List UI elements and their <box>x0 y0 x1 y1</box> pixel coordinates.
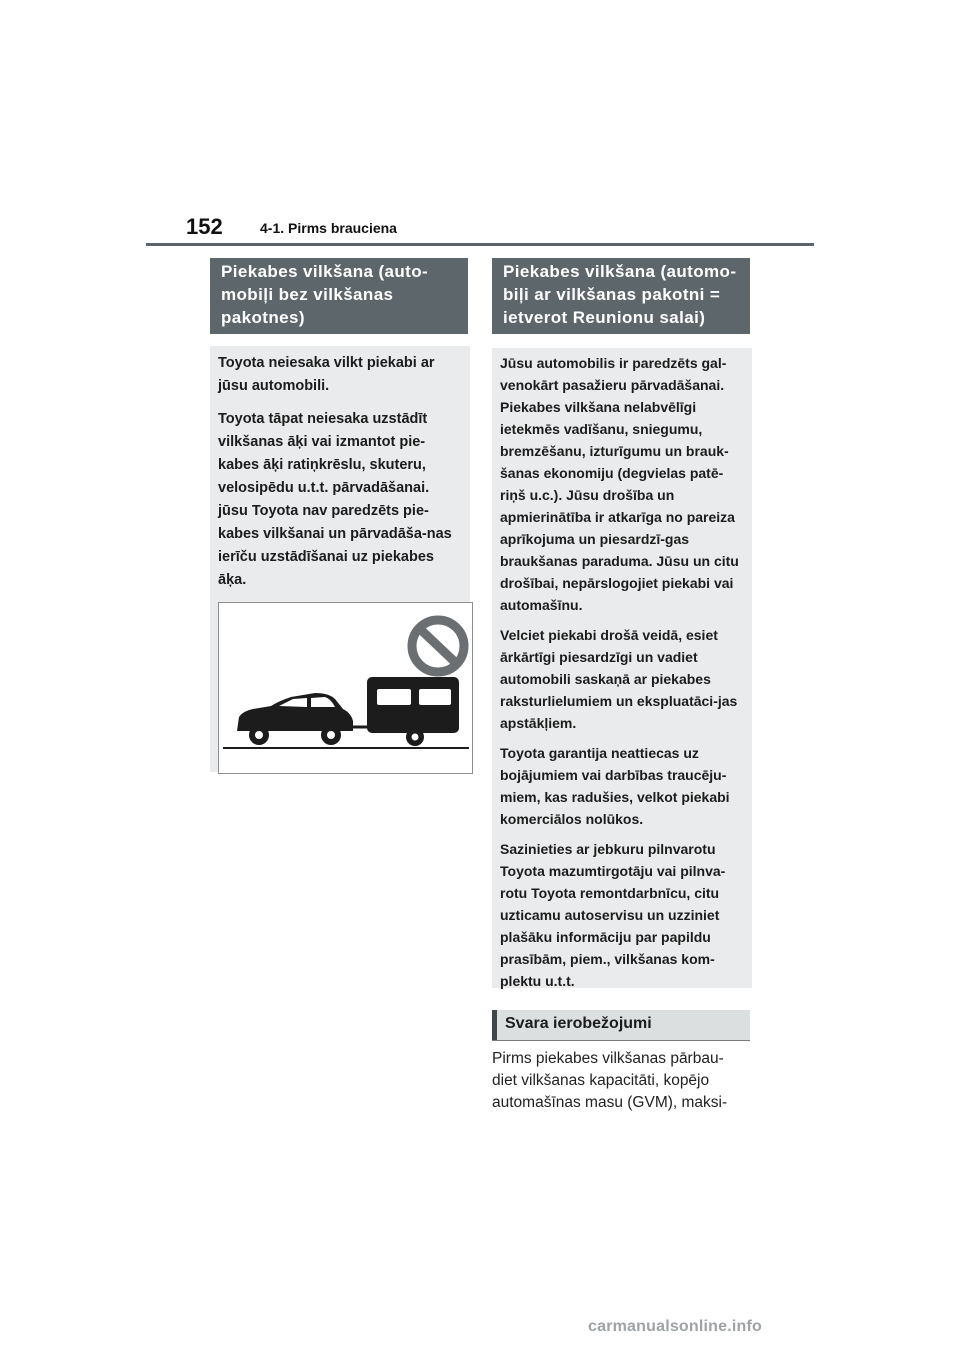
right-paragraph: Sazinieties ar jebkuru pilnvarotu Toyota mazumtirgotāju vai pilnva-rotu Toyota remontdarbnīcu, citu uzticamu autoservisu un uzziniet plašāku informāciju par papildu prasībām, piem., vilkšanas kom-plektu u.t.t. <box>500 841 726 989</box>
weight-limits-subtitle: Svara ierobežojumi <box>492 1010 750 1040</box>
right-title-line: Piekabes vilkšana (automo- <box>503 262 737 281</box>
subtitle-rule <box>492 1040 750 1041</box>
right-title-line: ietverot Reunionu salai) <box>503 308 706 327</box>
page-number: 152 <box>186 214 223 239</box>
right-paragraph: Toyota garantija neattiecas uz bojājumiem vai darbības traucēju-miem, kas radušies, velkot piekabi komerciālos nolūkos. <box>500 745 730 827</box>
no-towing-illustration <box>218 602 473 774</box>
left-paragraph: Toyota neiesaka vilkt piekabi ar jūsu automobili. <box>218 355 435 394</box>
right-paragraph: Jūsu automobilis ir paredzēts gal-venokārt pasažieru pārvadāšanai. Piekabes vilkšana nelabvēlīgi ietekmēs vadīšanu, sniegumu, bremzēšanu, izturīgumu un brauk-šanas ekonomiju (degvielas patē-riņš u.c.). Jūsu drošība un apmierinātība ir atkarīga no pareiza aprīkojuma un piesardzī-gas braukšanas paraduma. Jūsu un citu drošībai, nepārslogojiet piekabi vai automašīnu. <box>500 355 739 613</box>
right-section-title <box>492 258 750 334</box>
no-towing-icon <box>219 603 472 773</box>
prohibit-slash-icon <box>419 628 457 664</box>
car-icon <box>237 693 353 745</box>
left-title-line: Piekabes vilkšana (auto- <box>221 262 429 281</box>
right-column <box>492 258 752 988</box>
left-section-title <box>210 258 468 334</box>
right-paragraph: Velciet piekabi drošā veidā, esiet ārkārtīgi piesardzīgi un vadiet automobili saskaņā ar piekabes raksturlielumiem un ekspluatāci-jas apstākļiem. <box>500 627 738 731</box>
left-paragraph: Toyota tāpat neiesaka uzstādīt vilkšanas āķi vai izmantot pie-kabes āķi ratiņkrēslu, skuteru, velosipēdu u.t.t. pārvadāšanai. jūsu Toyota nav paredzēts pie-kabes vilkšanai un pārvadāša-nas ierīču uzstādīšanai uz piekabes āķa. <box>218 411 452 588</box>
left-info-box <box>210 346 470 772</box>
trailer-icon <box>367 677 459 746</box>
right-info-box <box>492 348 752 988</box>
right-title-line: biļi ar vilkšanas pakotni = <box>503 285 721 304</box>
left-title-line: mobiļi bez vilkšanas <box>221 285 394 304</box>
body-text <box>492 1048 752 1114</box>
header-rule <box>146 243 814 246</box>
body-line: automašīnas masu (GVM), maksi- <box>492 1094 728 1111</box>
body-line: Pirms piekabes vilkšanas pārbau- <box>492 1050 724 1067</box>
section-header: 4-1. Pirms brauciena <box>260 220 397 236</box>
left-column <box>210 258 470 772</box>
left-title-line: pakotnes) <box>221 308 305 327</box>
body-line: diet vilkšanas kapacitāti, kopējo <box>492 1072 710 1089</box>
watermark: carmanualsonline.info <box>588 1318 763 1335</box>
